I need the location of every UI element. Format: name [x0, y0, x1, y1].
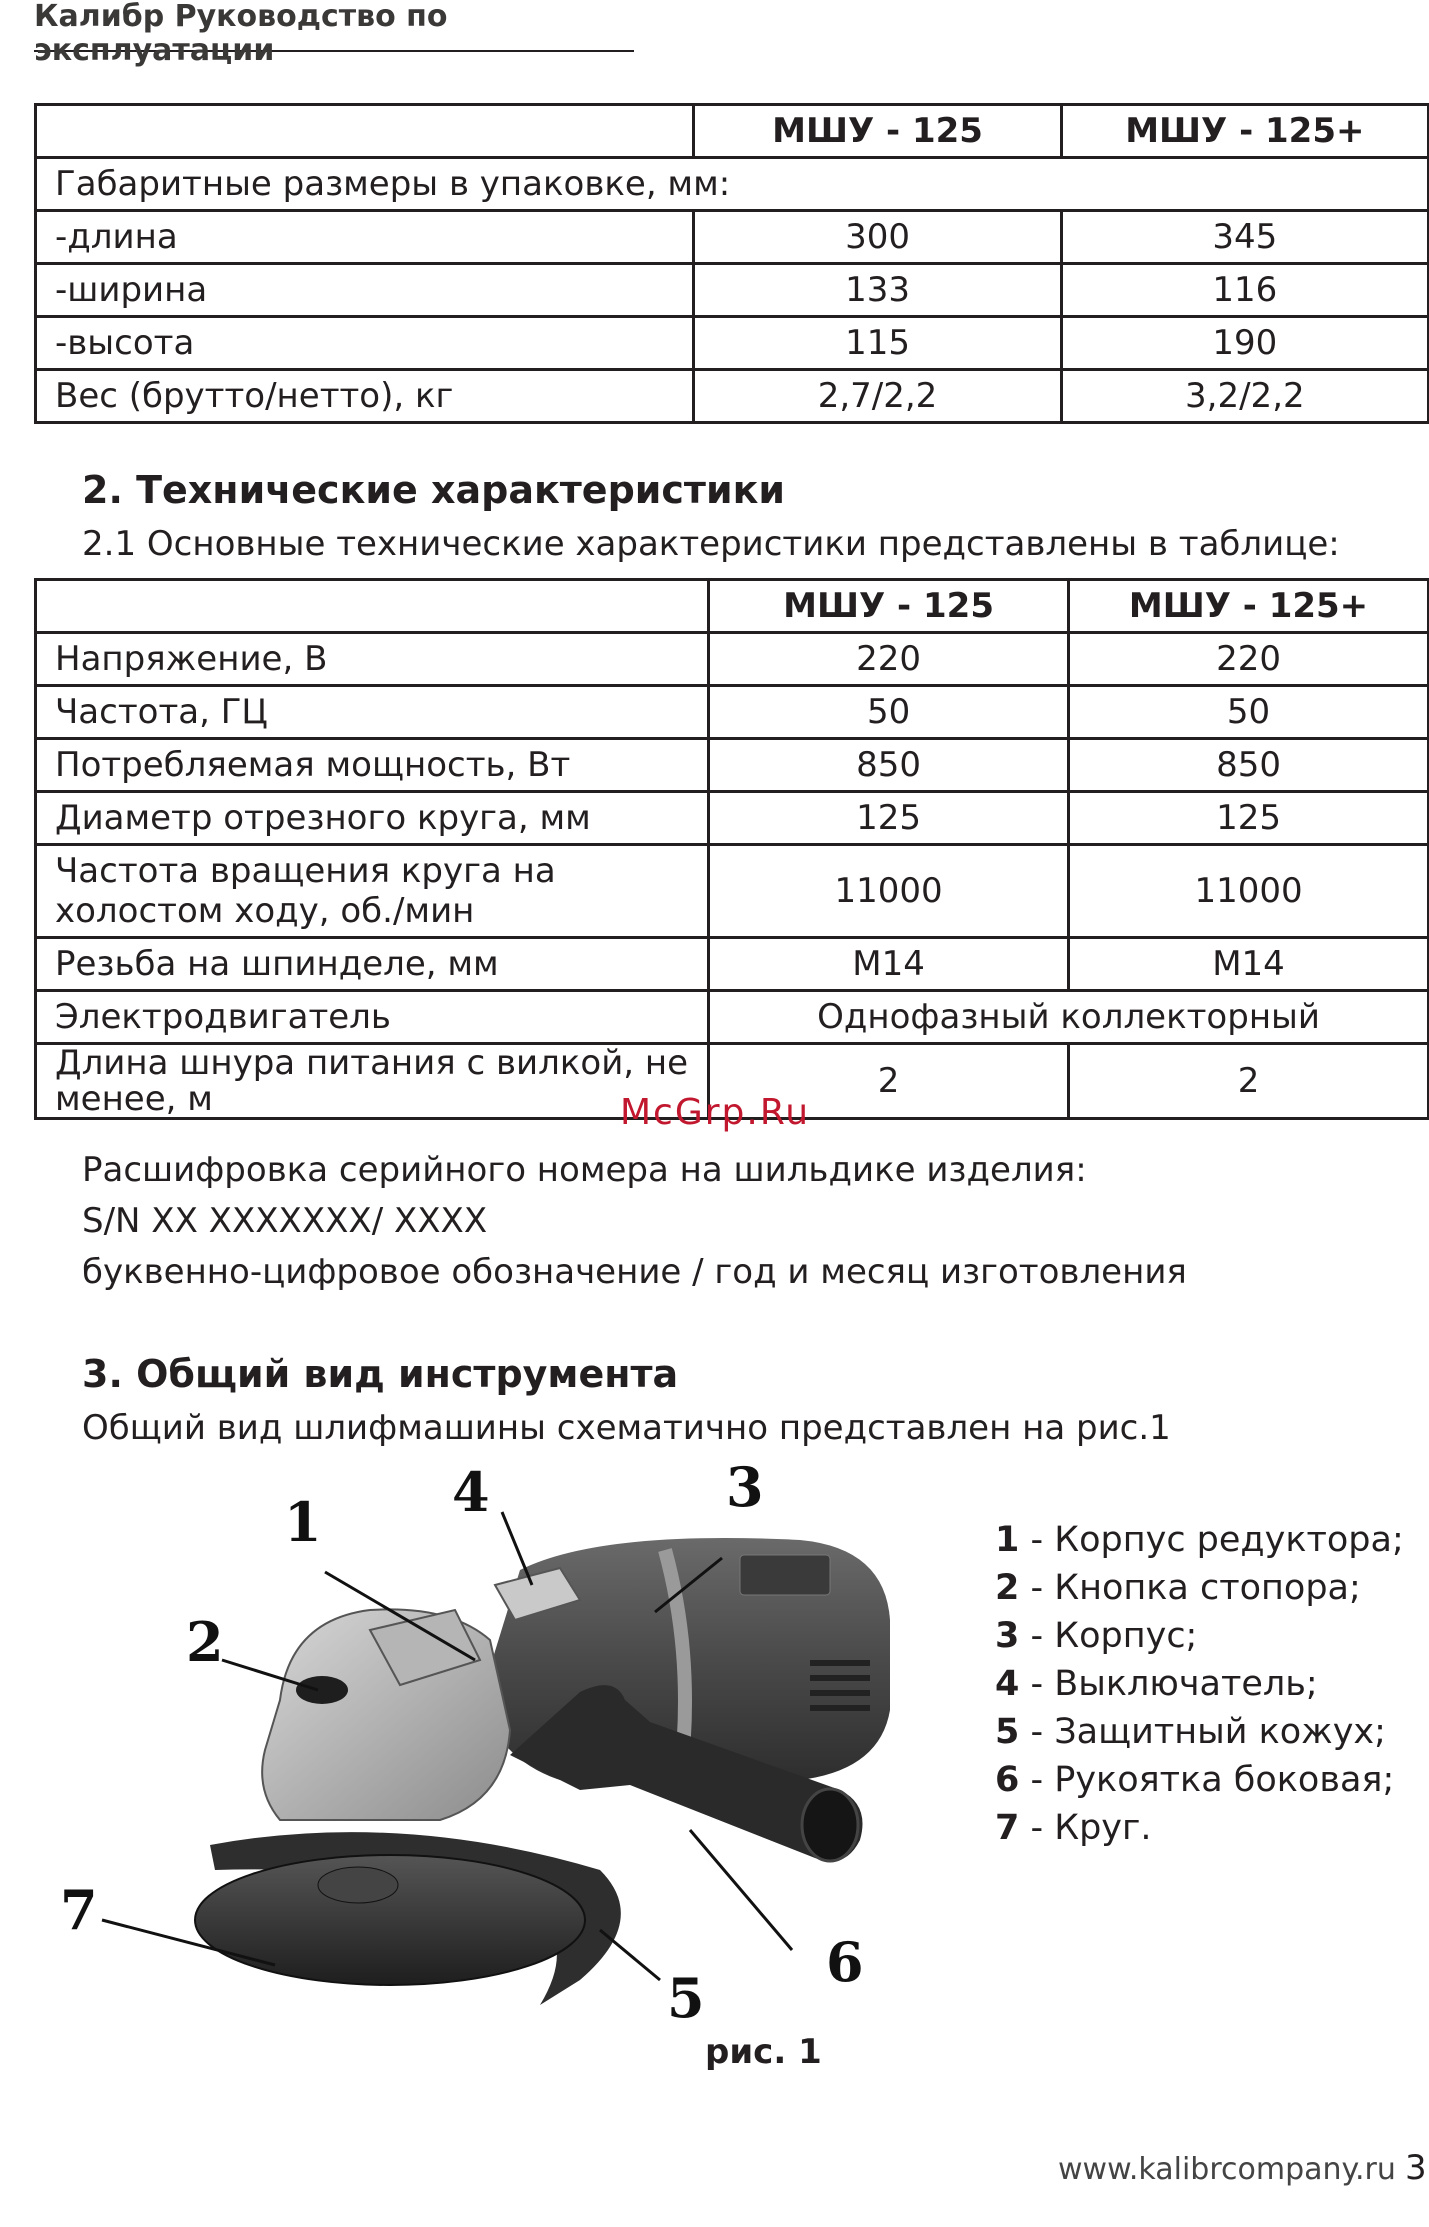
table-row — [36, 264, 1429, 317]
serial-line-2: S/N XX XXXXXXX/ XXXX — [82, 1201, 488, 1241]
table-cell: 125 — [1069, 792, 1429, 845]
legend-item — [995, 1804, 1404, 1852]
table-row — [36, 211, 1429, 264]
legend-item — [995, 1612, 1404, 1660]
running-header: Калибр Руководство по эксплуатации — [34, 0, 634, 52]
table-cell: 11000 — [1069, 845, 1429, 938]
watermark: McGrp.Ru — [620, 1092, 811, 1133]
legend-number: 4 — [995, 1664, 1020, 1704]
legend-number: 1 — [995, 1520, 1020, 1560]
table-cell: 133 — [694, 264, 1061, 317]
table-cell: 850 — [1069, 739, 1429, 792]
header-cell — [36, 580, 709, 633]
callout-6: 6 — [826, 1930, 864, 1994]
callout-7: 7 — [60, 1878, 98, 1942]
legend-text: - Защитный кожух; — [1019, 1712, 1386, 1752]
page-number: 3 — [1405, 2148, 1427, 2188]
legend-text: - Круг. — [1019, 1808, 1152, 1848]
table-cell: Однофазный коллекторный — [709, 991, 1429, 1044]
table-cell: 2,7/2,2 — [694, 370, 1061, 423]
callout-2: 2 — [186, 1610, 224, 1674]
table-cell: Напряжение, В — [36, 633, 709, 686]
table-row — [36, 370, 1429, 423]
table-cell: 115 — [694, 317, 1061, 370]
table-cell: М14 — [709, 938, 1069, 991]
table-cell: Частота вращения круга на холостом ходу, об./мин — [36, 845, 709, 938]
legend-text: - Выключатель; — [1019, 1664, 1318, 1704]
table-row — [36, 739, 1429, 792]
section-2-intro: 2.1 Основные технические характеристики представлены в таблице: — [82, 524, 1340, 564]
serial-line-1: Расшифровка серийного номера на шильдике изделия: — [82, 1150, 1087, 1190]
legend-item — [995, 1564, 1404, 1612]
header-cell — [36, 105, 694, 158]
table-cell: Частота, ГЦ — [36, 686, 709, 739]
table-cell: 50 — [709, 686, 1069, 739]
table-cell: -высота — [36, 317, 694, 370]
table-row — [36, 317, 1429, 370]
callout-4: 4 — [452, 1460, 490, 1524]
table-cell: 3,2/2,2 — [1061, 370, 1428, 423]
table-row — [36, 991, 1429, 1044]
table-cell: 220 — [709, 633, 1069, 686]
callout-5: 5 — [667, 1966, 705, 2030]
header-cell: МШУ - 125+ — [1061, 105, 1428, 158]
header-cell: МШУ - 125 — [694, 105, 1061, 158]
table-cell: 220 — [1069, 633, 1429, 686]
table-row — [36, 938, 1429, 991]
legend-number: 5 — [995, 1712, 1020, 1752]
table-cell: 50 — [1069, 686, 1429, 739]
table-cell: -ширина — [36, 264, 694, 317]
header-cell: МШУ - 125+ — [1069, 580, 1429, 633]
callout-3: 3 — [726, 1455, 764, 1519]
section-label-cell: Габаритные размеры в упаковке, мм: — [36, 158, 1429, 211]
table-row — [36, 845, 1429, 938]
legend-item — [995, 1756, 1404, 1804]
legend-number: 2 — [995, 1568, 1020, 1608]
table-cell: -длина — [36, 211, 694, 264]
legend-text: - Кнопка стопора; — [1019, 1568, 1361, 1608]
table-cell: 345 — [1061, 211, 1428, 264]
legend-item — [995, 1516, 1404, 1564]
legend-item — [995, 1708, 1404, 1756]
legend-item — [995, 1660, 1404, 1708]
table-row — [36, 633, 1429, 686]
table-cell: Вес (брутто/нетто), кг — [36, 370, 694, 423]
table-cell: 850 — [709, 739, 1069, 792]
section-3-intro: Общий вид шлифмашины схематично представлен на рис.1 — [82, 1408, 1171, 1448]
table-cell: Электродвигатель — [36, 991, 709, 1044]
technical-specs-table — [34, 578, 1429, 1120]
table-cell: Потребляемая мощность, Вт — [36, 739, 709, 792]
label-plate — [740, 1555, 830, 1595]
legend-number: 6 — [995, 1760, 1020, 1800]
table-row — [36, 686, 1429, 739]
table-cell: 190 — [1061, 317, 1428, 370]
legend-text: - Корпус редуктора; — [1019, 1520, 1404, 1560]
table-cell: 2 — [709, 1044, 1069, 1119]
section-3-title: 3. Общий вид инструмента — [82, 1352, 679, 1396]
serial-line-3: буквенно-цифровое обозначение / год и месяц изготовления — [82, 1252, 1187, 1292]
packaging-dimensions-table — [34, 103, 1429, 424]
callout-1: 1 — [284, 1490, 322, 1554]
section-2-title: 2. Технические характеристики — [82, 468, 785, 512]
figure-caption: рис. 1 — [705, 2032, 822, 2072]
vent-slots — [810, 1660, 870, 1666]
legend-number: 3 — [995, 1616, 1020, 1656]
table-cell: Резьба на шпинделе, мм — [36, 938, 709, 991]
figure-legend — [995, 1516, 1404, 1852]
table-row — [36, 792, 1429, 845]
table-cell: М14 — [1069, 938, 1429, 991]
table-cell: 11000 — [709, 845, 1069, 938]
footer-url[interactable]: www.kalibrcompany.ru — [1058, 2152, 1396, 2187]
angle-grinder-figure — [40, 1460, 920, 2030]
legend-text: - Корпус; — [1019, 1616, 1198, 1656]
table-cell: Длина шнура питания с вилкой, не менее, м — [36, 1044, 709, 1119]
header-cell: МШУ - 125 — [709, 580, 1069, 633]
spindle-lock — [296, 1676, 348, 1704]
legend-number: 7 — [995, 1808, 1020, 1848]
table-header-row — [36, 580, 1429, 633]
table-cell: 125 — [709, 792, 1069, 845]
table-cell: 300 — [694, 211, 1061, 264]
table-cell: Диаметр отрезного круга, мм — [36, 792, 709, 845]
table-cell: 2 — [1069, 1044, 1429, 1119]
table-cell: 116 — [1061, 264, 1428, 317]
table-header-row — [36, 105, 1429, 158]
legend-text: - Рукоятка боковая; — [1019, 1760, 1395, 1800]
table-row — [36, 158, 1429, 211]
